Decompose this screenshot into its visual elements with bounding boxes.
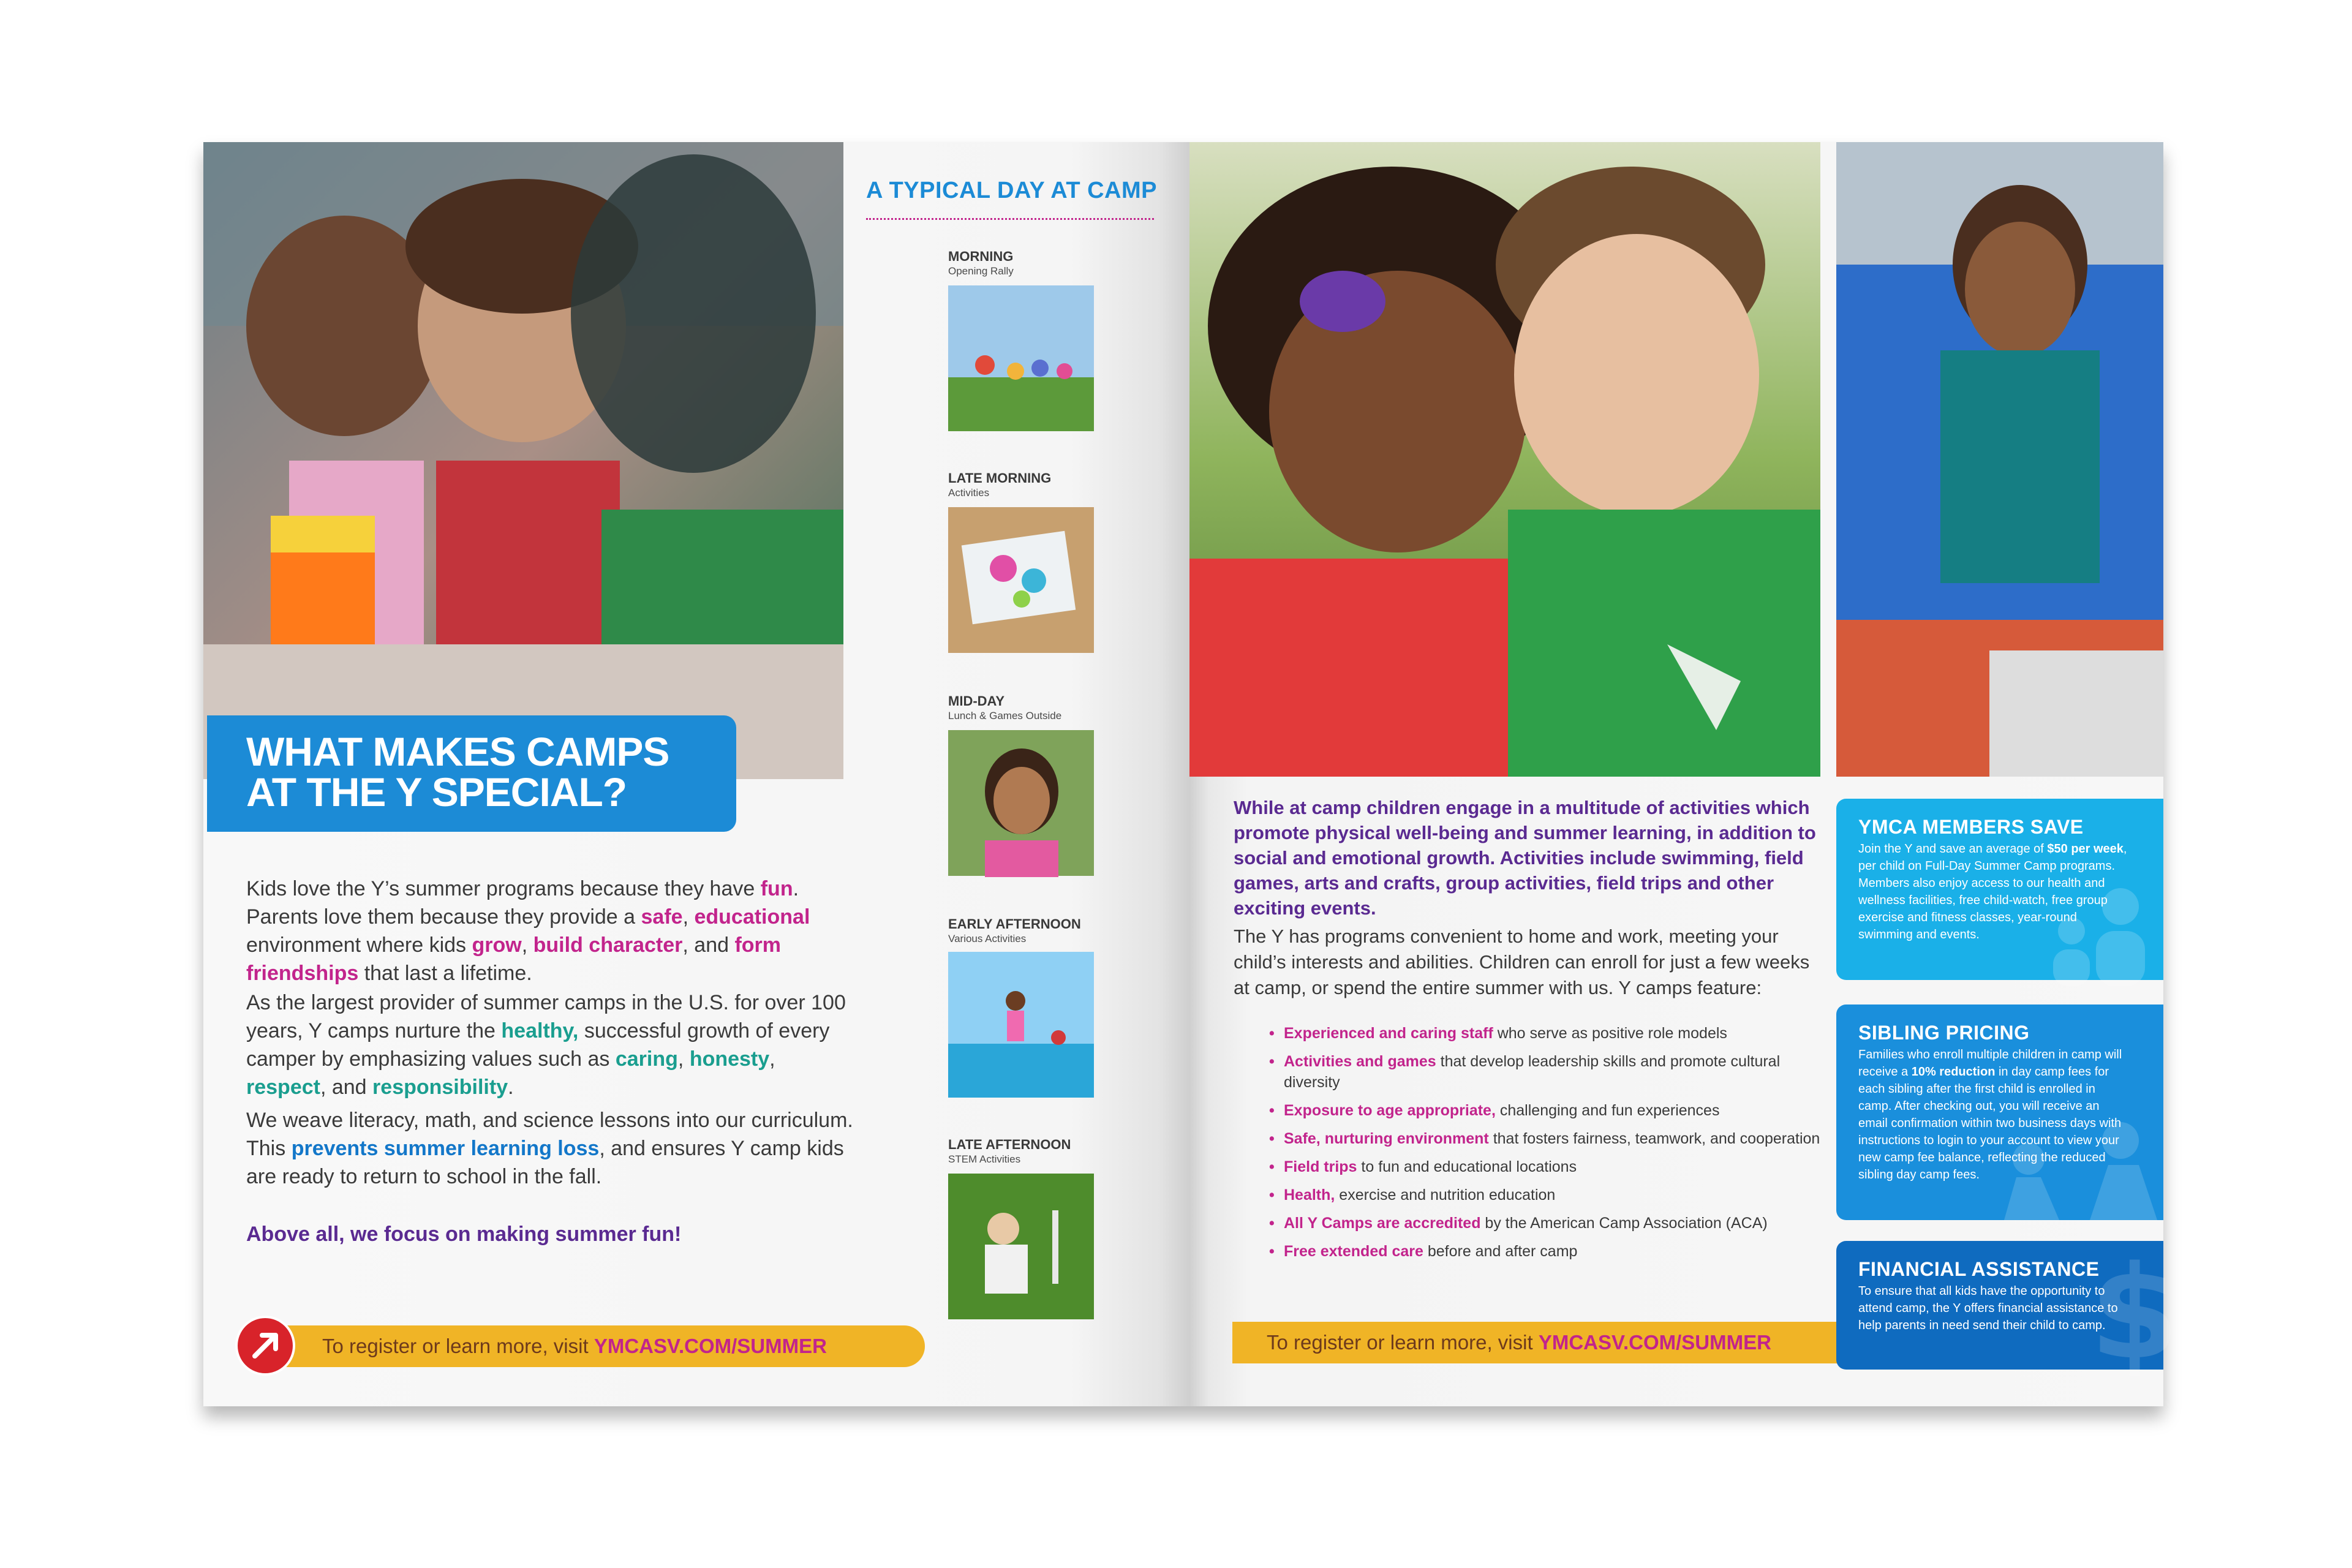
schedule-slot-late-afternoon: [948, 1137, 1144, 1166]
arrow-icon: [235, 1316, 295, 1376]
text-span: that last a lifetime.: [358, 962, 532, 985]
text-span: ,: [682, 905, 695, 929]
text-span: , and ensures Y camp kids are ready to return to school in the fall.: [246, 1137, 844, 1188]
financial-assistance-title: FINANCIAL ASSISTANCE: [1858, 1258, 2100, 1280]
list-item: [1269, 1156, 1820, 1177]
feature-rest: exercise and nutrition education: [1335, 1186, 1556, 1204]
side-photo-boy-with-glasses: [1836, 142, 2163, 777]
highlight-grow: grow: [472, 933, 522, 957]
text-span: environment where kids: [246, 933, 472, 957]
members-save-text: [1858, 840, 2128, 943]
schedule-divider: [866, 218, 1154, 220]
list-item: [1269, 1213, 1820, 1234]
feature-lead: Activities and games: [1284, 1053, 1436, 1070]
list-item: [1269, 1128, 1820, 1149]
register-text: To register or learn more, visit: [1267, 1331, 1539, 1354]
highlight-fun: fun: [760, 877, 793, 900]
text-span: , and: [682, 933, 735, 957]
paragraph-fun: [246, 875, 859, 987]
register-url-link[interactable]: YMCASV.COM/SUMMER: [1538, 1331, 1771, 1354]
feature-lead: Exposure to age appropriate,: [1284, 1102, 1496, 1119]
slot-time: LATE MORNING: [948, 470, 1052, 486]
intro-paragraph: While at camp children engage in a multitude of activities which promote physical well-being and summer learning, in addition to social and emotional growth. Activities include swimming, field games, arts and crafts, group activities, field trips and other exciting events.: [1234, 797, 1816, 919]
paragraph-learning: [246, 1106, 859, 1191]
svg-text:$: $: [2090, 1238, 2180, 1388]
sibling-pricing-box: [1836, 1005, 2163, 1220]
photo-boy-rocket: [948, 1174, 1094, 1319]
slot-time: EARLY AFTERNOON: [948, 916, 1081, 932]
list-item: [1269, 1023, 1820, 1044]
feature-rest: challenging and fun experiences: [1495, 1102, 1720, 1119]
photo-girl-eating: [948, 730, 1094, 876]
text-span: , per child on Full-Day Summer Camp programs. Members also enjoy access to our health and wellness facilities, free child-watch, free group exercise and fitness classes, year-round swimming and events.: [1858, 842, 2127, 941]
feature-rest: that develop leadership skills and promote cultural diversity: [1284, 1053, 1781, 1091]
slot-activity: Lunch & Games Outside: [948, 710, 1062, 722]
sibling-discount: 10% reduction: [1911, 1065, 1996, 1079]
register-url-link[interactable]: YMCASV.COM/SUMMER: [594, 1335, 827, 1357]
highlight-build-character: build character: [533, 933, 683, 957]
slot-activity: STEM Activities: [948, 1153, 1021, 1165]
list-item: [1269, 1100, 1820, 1121]
savings-amount: $50 per week: [2047, 842, 2124, 856]
slot-time: LATE AFTERNOON: [948, 1137, 1071, 1152]
text-span: successful growth of every camper by emphasizing values such as: [246, 1019, 830, 1071]
highlight-responsibility: responsibility: [372, 1076, 508, 1099]
photo-kids-running: [948, 285, 1094, 431]
schedule-slot-morning: [948, 249, 1144, 278]
register-text: To register or learn more, visit: [322, 1335, 594, 1357]
features-list: [1269, 1023, 1820, 1269]
feature-lead: Experienced and caring staff: [1284, 1025, 1493, 1042]
highlight-educational: educational: [694, 905, 810, 929]
feature-lead: Free extended care: [1284, 1243, 1423, 1260]
feature-lead: Safe, nurturing environment: [1284, 1130, 1489, 1147]
paragraph-values: [246, 989, 859, 1101]
feature-lead: Field trips: [1284, 1158, 1357, 1175]
list-item: [1269, 1241, 1820, 1262]
financial-assistance-box: [1836, 1238, 2180, 1388]
programs-paragraph: The Y has programs convenient to home and work, meeting your child’s interests and abilities. Children can enroll for just a few weeks at camp, or spend the entire summer with us. Y camps feature:: [1234, 925, 1810, 998]
schedule-slot-late-morning: [948, 470, 1144, 500]
highlight-prevents-learning-loss: prevents summer learning loss: [291, 1137, 600, 1160]
list-item: [1269, 1185, 1820, 1205]
headline-banner: [207, 715, 736, 832]
photo-pool-jump: [948, 952, 1094, 1098]
sibling-pricing-title: SIBLING PRICING: [1858, 1022, 2030, 1044]
text-span: .: [508, 1076, 514, 1099]
members-save-box: [1836, 799, 2163, 980]
members-save-title: YMCA MEMBERS SAVE: [1858, 816, 2084, 838]
photo-painting: [948, 507, 1094, 653]
highlight-respect: respect: [246, 1076, 320, 1099]
left-page: [203, 142, 1189, 1406]
slot-time: MID-DAY: [948, 693, 1005, 709]
slot-activity: Various Activities: [948, 933, 1027, 944]
highlight-safe: safe: [641, 905, 683, 929]
feature-rest: to fun and educational locations: [1357, 1158, 1577, 1175]
text-span: , and: [320, 1076, 373, 1099]
closing-line: Above all, we focus on making summer fun!: [246, 1223, 682, 1246]
feature-rest: that fosters fairness, teamwork, and cooperation: [1488, 1130, 1820, 1147]
text-span: Kids love the Y’s summer programs because they have: [246, 877, 761, 900]
text-span: Families who enroll multiple children in camp will receive a: [1858, 1048, 2122, 1079]
text-span: We weave literacy, math, and science lessons into our curriculum. This: [246, 1109, 853, 1160]
feature-rest: who serve as positive role models: [1493, 1025, 1727, 1042]
brochure-spread: [203, 142, 2180, 1406]
feature-rest: by the American Camp Association (ACA): [1480, 1215, 1768, 1232]
list-item: [1269, 1051, 1820, 1093]
sibling-pricing-text: [1858, 1046, 2128, 1183]
text-span: ,: [769, 1047, 775, 1071]
register-bar-right[interactable]: [1232, 1322, 1863, 1363]
hero-photo-girls-playing: [203, 142, 843, 779]
schedule-slot-early-afternoon: [948, 916, 1144, 946]
slot-activity: Activities: [948, 487, 990, 499]
page-headline: WHAT MAKES CAMPS AT THE Y SPECIAL?: [246, 729, 669, 815]
feature-lead: Health,: [1284, 1186, 1335, 1204]
highlight-honesty: honesty: [689, 1047, 770, 1071]
highlight-healthy: healthy,: [501, 1019, 579, 1042]
financial-assistance-text: To ensure that all kids have the opportunity to attend camp, the Y offers financial assistance to help parents in need send their child to camp.: [1858, 1284, 2118, 1332]
text-span: ,: [521, 933, 533, 957]
slot-activity: Opening Rally: [948, 265, 1014, 277]
right-page: [1189, 142, 2180, 1406]
text-span: . Parents love them because they provide a: [246, 877, 799, 929]
text-span: As the largest provider of summer camps in the U.S. for over 100 years, Y camps nurture the: [246, 991, 846, 1042]
schedule-title: A TYPICAL DAY AT CAMP: [866, 178, 1157, 203]
highlight-form-friendships: form friendships: [246, 933, 782, 985]
highlight-caring: caring: [615, 1047, 678, 1071]
feature-lead: All Y Camps are accredited: [1284, 1215, 1481, 1232]
slot-time: MORNING: [948, 249, 1014, 264]
text-span: in day camp fees for each sibling after the first child is enrolled in camp. After checking out, you will receive an email confirmation within two business days with instructions to login to your account to view your new camp fee balance, reflecting the reduced sibling day camp fees.: [1858, 1065, 2122, 1182]
schedule-slot-mid-day: [948, 693, 1144, 723]
text-span: ,: [677, 1047, 690, 1071]
hero-photo-two-kids-smiling: [1189, 142, 1820, 777]
text-span: Join the Y and save an average of: [1858, 842, 2048, 856]
feature-rest: before and after camp: [1423, 1243, 1578, 1260]
register-bar-left[interactable]: [270, 1325, 925, 1367]
